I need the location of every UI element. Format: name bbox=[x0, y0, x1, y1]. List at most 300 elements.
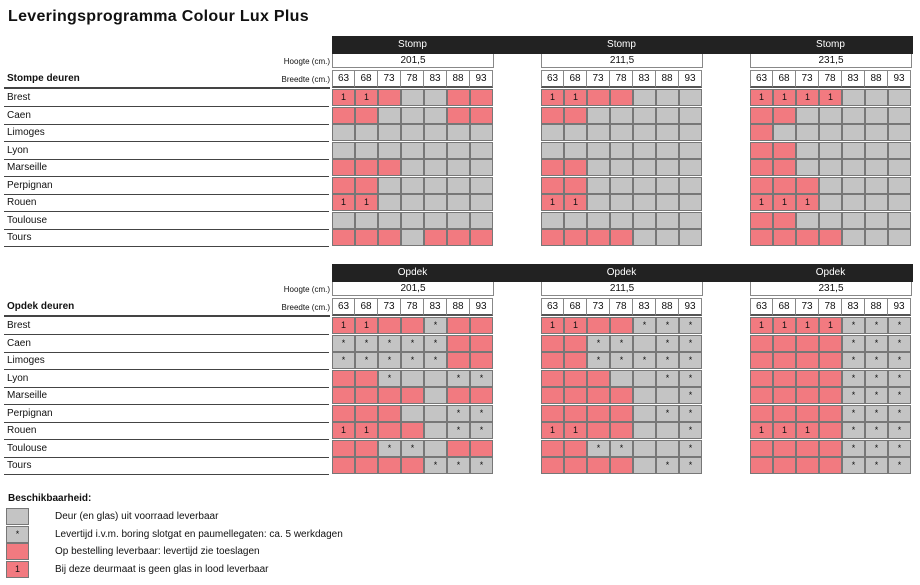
width-header-93: 93 bbox=[679, 298, 702, 316]
availability-cell bbox=[679, 107, 702, 124]
width-header-88: 88 bbox=[865, 70, 888, 88]
availability-cell: 1 bbox=[541, 89, 564, 106]
availability-cell bbox=[424, 212, 447, 229]
availability-cell bbox=[447, 335, 470, 352]
availability-cell bbox=[587, 89, 610, 106]
width-header-78: 78 bbox=[610, 70, 633, 88]
availability-cell bbox=[587, 422, 610, 439]
availability-cell: * bbox=[865, 335, 888, 352]
width-header-83: 83 bbox=[842, 70, 865, 88]
door-type-header: Stomp bbox=[816, 39, 845, 50]
availability-cell bbox=[865, 229, 888, 246]
availability-cell bbox=[819, 107, 842, 124]
availability-cell bbox=[587, 124, 610, 141]
availability-cell: * bbox=[888, 317, 911, 334]
row-divider bbox=[4, 246, 329, 247]
height-label: Hoogte (cm.) bbox=[283, 285, 330, 294]
availability-cell bbox=[819, 194, 842, 211]
availability-cell: 1 bbox=[773, 194, 796, 211]
row-divider bbox=[4, 387, 329, 388]
width-header-78: 78 bbox=[610, 298, 633, 316]
row-divider bbox=[4, 457, 329, 458]
availability-cell: * bbox=[679, 370, 702, 387]
availability-cell bbox=[587, 142, 610, 159]
availability-cell bbox=[541, 142, 564, 159]
availability-cell: 1 bbox=[332, 89, 355, 106]
availability-cell bbox=[842, 107, 865, 124]
availability-cell: * bbox=[587, 352, 610, 369]
availability-cell: * bbox=[888, 422, 911, 439]
legend-title: Beschikbaarheid: bbox=[8, 493, 92, 504]
height-value: 231,5 bbox=[750, 54, 912, 68]
availability-cell bbox=[564, 457, 587, 474]
availability-cell bbox=[610, 142, 633, 159]
availability-cell bbox=[332, 177, 355, 194]
availability-cell bbox=[378, 387, 401, 404]
width-header-73: 73 bbox=[796, 298, 819, 316]
availability-cell: * bbox=[610, 335, 633, 352]
availability-cell bbox=[888, 177, 911, 194]
availability-cell bbox=[470, 317, 493, 334]
width-header-63: 63 bbox=[332, 298, 355, 316]
availability-cell bbox=[355, 159, 378, 176]
availability-cell bbox=[865, 159, 888, 176]
availability-cell bbox=[610, 89, 633, 106]
availability-cell bbox=[819, 142, 842, 159]
legend-text: Bij deze deurmaat is geen glas in lood leverbaar bbox=[55, 563, 269, 575]
availability-cell: 1 bbox=[564, 422, 587, 439]
availability-cell bbox=[750, 440, 773, 457]
availability-cell: * bbox=[401, 352, 424, 369]
legend-swatch: 1 bbox=[6, 561, 29, 578]
availability-cell bbox=[470, 89, 493, 106]
row-label-limoges: Limoges bbox=[7, 127, 45, 138]
availability-cell bbox=[819, 352, 842, 369]
width-header-93: 93 bbox=[470, 298, 493, 316]
availability-cell bbox=[633, 142, 656, 159]
availability-cell: * bbox=[656, 405, 679, 422]
availability-cell: 1 bbox=[541, 422, 564, 439]
row-divider bbox=[4, 194, 329, 195]
availability-cell bbox=[819, 124, 842, 141]
availability-cell bbox=[447, 229, 470, 246]
width-header-68: 68 bbox=[355, 298, 378, 316]
availability-cell bbox=[447, 177, 470, 194]
availability-cell bbox=[332, 159, 355, 176]
availability-cell: * bbox=[656, 317, 679, 334]
availability-cell: * bbox=[842, 317, 865, 334]
availability-cell bbox=[541, 457, 564, 474]
availability-cell bbox=[796, 370, 819, 387]
availability-cell bbox=[447, 212, 470, 229]
availability-cell bbox=[656, 440, 679, 457]
availability-cell bbox=[401, 212, 424, 229]
availability-cell: * bbox=[865, 457, 888, 474]
availability-cell: 1 bbox=[773, 317, 796, 334]
availability-cell bbox=[587, 229, 610, 246]
width-header-88: 88 bbox=[447, 70, 470, 88]
availability-cell bbox=[355, 387, 378, 404]
availability-cell bbox=[796, 352, 819, 369]
availability-cell bbox=[750, 177, 773, 194]
availability-cell: * bbox=[679, 352, 702, 369]
door-type-header: Stomp bbox=[607, 39, 636, 50]
availability-cell bbox=[865, 124, 888, 141]
availability-cell bbox=[541, 440, 564, 457]
availability-cell: * bbox=[633, 352, 656, 369]
row-divider bbox=[4, 106, 329, 107]
availability-cell bbox=[865, 142, 888, 159]
width-header-83: 83 bbox=[842, 298, 865, 316]
availability-cell: 1 bbox=[750, 89, 773, 106]
availability-cell bbox=[378, 89, 401, 106]
availability-cell bbox=[773, 352, 796, 369]
row-label-marseille: Marseille bbox=[7, 162, 48, 173]
availability-cell bbox=[541, 387, 564, 404]
availability-cell bbox=[888, 89, 911, 106]
availability-cell bbox=[378, 229, 401, 246]
availability-cell bbox=[378, 317, 401, 334]
availability-cell bbox=[587, 387, 610, 404]
availability-cell bbox=[401, 177, 424, 194]
availability-cell bbox=[541, 229, 564, 246]
availability-cell bbox=[541, 124, 564, 141]
row-divider bbox=[4, 124, 329, 125]
availability-cell: * bbox=[587, 440, 610, 457]
width-header-63: 63 bbox=[541, 70, 564, 88]
width-header-78: 78 bbox=[819, 298, 842, 316]
availability-cell bbox=[424, 194, 447, 211]
availability-cell bbox=[842, 89, 865, 106]
row-divider bbox=[4, 474, 329, 475]
availability-cell: * bbox=[865, 317, 888, 334]
availability-cell bbox=[796, 107, 819, 124]
availability-cell: * bbox=[842, 422, 865, 439]
width-header-83: 83 bbox=[424, 70, 447, 88]
availability-cell bbox=[470, 440, 493, 457]
row-label-caen: Caen bbox=[7, 109, 31, 121]
availability-cell: * bbox=[888, 457, 911, 474]
availability-cell bbox=[819, 370, 842, 387]
availability-cell bbox=[332, 124, 355, 141]
availability-cell bbox=[564, 335, 587, 352]
availability-cell bbox=[564, 352, 587, 369]
width-header-93: 93 bbox=[470, 70, 493, 88]
row-label-marseille: Marseille bbox=[7, 390, 48, 401]
availability-cell bbox=[332, 142, 355, 159]
availability-cell bbox=[470, 124, 493, 141]
availability-cell bbox=[888, 212, 911, 229]
availability-cell bbox=[378, 422, 401, 439]
row-divider bbox=[4, 141, 329, 142]
availability-cell bbox=[378, 194, 401, 211]
availability-cell bbox=[656, 212, 679, 229]
availability-cell bbox=[656, 124, 679, 141]
row-label-limoges: Limoges bbox=[7, 355, 45, 366]
availability-cell: * bbox=[424, 457, 447, 474]
availability-cell bbox=[796, 387, 819, 404]
availability-cell bbox=[564, 124, 587, 141]
availability-cell bbox=[679, 194, 702, 211]
availability-cell bbox=[773, 229, 796, 246]
availability-cell bbox=[424, 440, 447, 457]
availability-cell bbox=[773, 177, 796, 194]
availability-cell bbox=[401, 422, 424, 439]
availability-cell bbox=[679, 159, 702, 176]
row-label-caen: Caen bbox=[7, 337, 31, 349]
availability-cell bbox=[796, 405, 819, 422]
width-header-73: 73 bbox=[796, 70, 819, 88]
availability-cell: * bbox=[865, 352, 888, 369]
availability-cell: * bbox=[679, 317, 702, 334]
availability-cell bbox=[679, 177, 702, 194]
availability-cell: * bbox=[865, 440, 888, 457]
availability-cell bbox=[842, 159, 865, 176]
availability-cell: * bbox=[424, 352, 447, 369]
availability-cell: 1 bbox=[541, 194, 564, 211]
availability-cell: * bbox=[842, 352, 865, 369]
legend-swatch bbox=[6, 508, 29, 525]
availability-cell bbox=[447, 387, 470, 404]
row-label-perpignan: Perpignan bbox=[7, 179, 53, 191]
width-header-78: 78 bbox=[819, 70, 842, 88]
row-label-rouen: Rouen bbox=[7, 197, 37, 208]
availability-cell bbox=[610, 405, 633, 422]
availability-cell: * bbox=[679, 440, 702, 457]
availability-cell bbox=[470, 387, 493, 404]
availability-cell: * bbox=[656, 335, 679, 352]
availability-cell: * bbox=[378, 352, 401, 369]
availability-cell bbox=[610, 212, 633, 229]
availability-cell: * bbox=[888, 387, 911, 404]
availability-cell: * bbox=[679, 387, 702, 404]
availability-cell bbox=[424, 89, 447, 106]
availability-cell: * bbox=[842, 335, 865, 352]
availability-cell bbox=[773, 335, 796, 352]
legend-swatch: * bbox=[6, 526, 29, 543]
availability-cell bbox=[541, 335, 564, 352]
row-divider bbox=[4, 334, 329, 335]
availability-cell bbox=[796, 124, 819, 141]
height-value: 201,5 bbox=[332, 54, 494, 68]
availability-cell: 1 bbox=[564, 194, 587, 211]
width-header-93: 93 bbox=[679, 70, 702, 88]
availability-cell bbox=[656, 194, 679, 211]
legend-text: Deur (en glas) uit voorraad leverbaar bbox=[55, 511, 219, 522]
width-header-83: 83 bbox=[424, 298, 447, 316]
availability-cell: * bbox=[842, 387, 865, 404]
section-heading: Stompe deuren bbox=[7, 73, 80, 84]
availability-cell bbox=[447, 317, 470, 334]
availability-cell: * bbox=[865, 387, 888, 404]
availability-cell bbox=[401, 387, 424, 404]
availability-cell bbox=[401, 124, 424, 141]
availability-cell: * bbox=[888, 335, 911, 352]
width-header-68: 68 bbox=[773, 70, 796, 88]
availability-cell bbox=[424, 142, 447, 159]
availability-cell bbox=[470, 194, 493, 211]
height-value: 231,5 bbox=[750, 282, 912, 296]
availability-cell bbox=[332, 405, 355, 422]
availability-cell bbox=[332, 387, 355, 404]
availability-cell bbox=[587, 177, 610, 194]
availability-cell bbox=[773, 405, 796, 422]
availability-cell bbox=[819, 457, 842, 474]
availability-cell: 1 bbox=[750, 422, 773, 439]
availability-cell: * bbox=[842, 370, 865, 387]
row-divider bbox=[4, 369, 329, 370]
availability-cell bbox=[796, 457, 819, 474]
availability-cell bbox=[679, 89, 702, 106]
availability-cell bbox=[773, 107, 796, 124]
availability-cell bbox=[679, 229, 702, 246]
availability-cell bbox=[656, 107, 679, 124]
availability-cell: * bbox=[447, 422, 470, 439]
availability-cell bbox=[401, 107, 424, 124]
availability-cell bbox=[796, 159, 819, 176]
availability-cell bbox=[401, 229, 424, 246]
width-header-78: 78 bbox=[401, 70, 424, 88]
availability-cell bbox=[610, 317, 633, 334]
availability-cell bbox=[633, 124, 656, 141]
availability-cell bbox=[819, 405, 842, 422]
availability-cell: * bbox=[587, 335, 610, 352]
availability-cell bbox=[679, 212, 702, 229]
availability-cell bbox=[633, 335, 656, 352]
row-label-tours: Tours bbox=[7, 232, 32, 243]
width-header-63: 63 bbox=[541, 298, 564, 316]
availability-cell: * bbox=[378, 370, 401, 387]
availability-cell: * bbox=[378, 335, 401, 352]
availability-cell: * bbox=[610, 440, 633, 457]
availability-cell bbox=[796, 177, 819, 194]
row-divider bbox=[4, 404, 329, 405]
availability-cell: 1 bbox=[750, 317, 773, 334]
availability-cell bbox=[633, 177, 656, 194]
availability-cell bbox=[447, 352, 470, 369]
availability-cell bbox=[750, 212, 773, 229]
availability-cell bbox=[447, 142, 470, 159]
availability-cell bbox=[750, 142, 773, 159]
availability-cell bbox=[424, 177, 447, 194]
availability-cell: * bbox=[424, 335, 447, 352]
availability-cell bbox=[865, 194, 888, 211]
availability-cell bbox=[679, 142, 702, 159]
availability-cell bbox=[447, 440, 470, 457]
availability-cell bbox=[796, 142, 819, 159]
availability-cell bbox=[355, 405, 378, 422]
availability-cell bbox=[447, 89, 470, 106]
availability-cell bbox=[541, 370, 564, 387]
availability-cell bbox=[355, 212, 378, 229]
availability-cell bbox=[447, 159, 470, 176]
availability-cell bbox=[796, 335, 819, 352]
availability-cell bbox=[587, 317, 610, 334]
availability-cell bbox=[424, 229, 447, 246]
availability-cell bbox=[378, 405, 401, 422]
availability-cell: 1 bbox=[796, 422, 819, 439]
legend-text: Levertijd i.v.m. boring slotgat en paumellegaten: ca. 5 werkdagen bbox=[55, 528, 343, 540]
availability-cell bbox=[796, 440, 819, 457]
availability-cell bbox=[378, 177, 401, 194]
height-value: 211,5 bbox=[541, 282, 703, 296]
availability-cell: 1 bbox=[796, 194, 819, 211]
availability-cell bbox=[470, 107, 493, 124]
row-label-tours: Tours bbox=[7, 460, 32, 471]
availability-cell bbox=[633, 387, 656, 404]
availability-cell bbox=[332, 229, 355, 246]
availability-cell bbox=[888, 229, 911, 246]
availability-cell bbox=[656, 229, 679, 246]
availability-cell: * bbox=[679, 422, 702, 439]
width-label: Breedte (cm.) bbox=[281, 303, 330, 312]
width-header-73: 73 bbox=[587, 298, 610, 316]
availability-cell bbox=[424, 387, 447, 404]
availability-cell: 1 bbox=[796, 89, 819, 106]
availability-cell bbox=[610, 229, 633, 246]
availability-cell bbox=[610, 107, 633, 124]
availability-cell: * bbox=[656, 457, 679, 474]
availability-cell bbox=[773, 370, 796, 387]
availability-cell bbox=[355, 142, 378, 159]
width-header-93: 93 bbox=[888, 298, 911, 316]
availability-cell bbox=[332, 212, 355, 229]
availability-cell: 1 bbox=[773, 89, 796, 106]
row-divider bbox=[4, 422, 329, 423]
section-heading: Opdek deuren bbox=[7, 301, 75, 312]
availability-cell bbox=[633, 107, 656, 124]
availability-cell bbox=[773, 387, 796, 404]
row-divider bbox=[4, 159, 329, 160]
availability-cell bbox=[796, 212, 819, 229]
availability-cell bbox=[424, 107, 447, 124]
availability-cell bbox=[773, 124, 796, 141]
availability-cell bbox=[842, 124, 865, 141]
availability-cell bbox=[564, 159, 587, 176]
availability-cell bbox=[819, 422, 842, 439]
availability-cell bbox=[750, 405, 773, 422]
width-header-63: 63 bbox=[750, 70, 773, 88]
availability-cell: * bbox=[610, 352, 633, 369]
availability-cell bbox=[842, 177, 865, 194]
availability-cell bbox=[564, 405, 587, 422]
availability-cell bbox=[656, 142, 679, 159]
width-header-63: 63 bbox=[750, 298, 773, 316]
availability-cell bbox=[401, 370, 424, 387]
availability-cell bbox=[796, 229, 819, 246]
row-label-lyon: Lyon bbox=[7, 144, 29, 156]
availability-cell bbox=[401, 194, 424, 211]
availability-cell bbox=[355, 177, 378, 194]
availability-cell bbox=[470, 212, 493, 229]
availability-cell bbox=[865, 89, 888, 106]
availability-cell bbox=[633, 405, 656, 422]
availability-cell bbox=[424, 405, 447, 422]
availability-cell bbox=[424, 159, 447, 176]
availability-cell bbox=[842, 142, 865, 159]
availability-cell: * bbox=[888, 405, 911, 422]
availability-cell: * bbox=[470, 422, 493, 439]
availability-cell: 1 bbox=[355, 194, 378, 211]
availability-cell: 1 bbox=[819, 317, 842, 334]
availability-cell: * bbox=[355, 335, 378, 352]
width-header-88: 88 bbox=[447, 298, 470, 316]
availability-cell bbox=[773, 457, 796, 474]
availability-cell bbox=[378, 124, 401, 141]
availability-cell bbox=[564, 107, 587, 124]
availability-cell bbox=[470, 142, 493, 159]
availability-cell bbox=[470, 177, 493, 194]
